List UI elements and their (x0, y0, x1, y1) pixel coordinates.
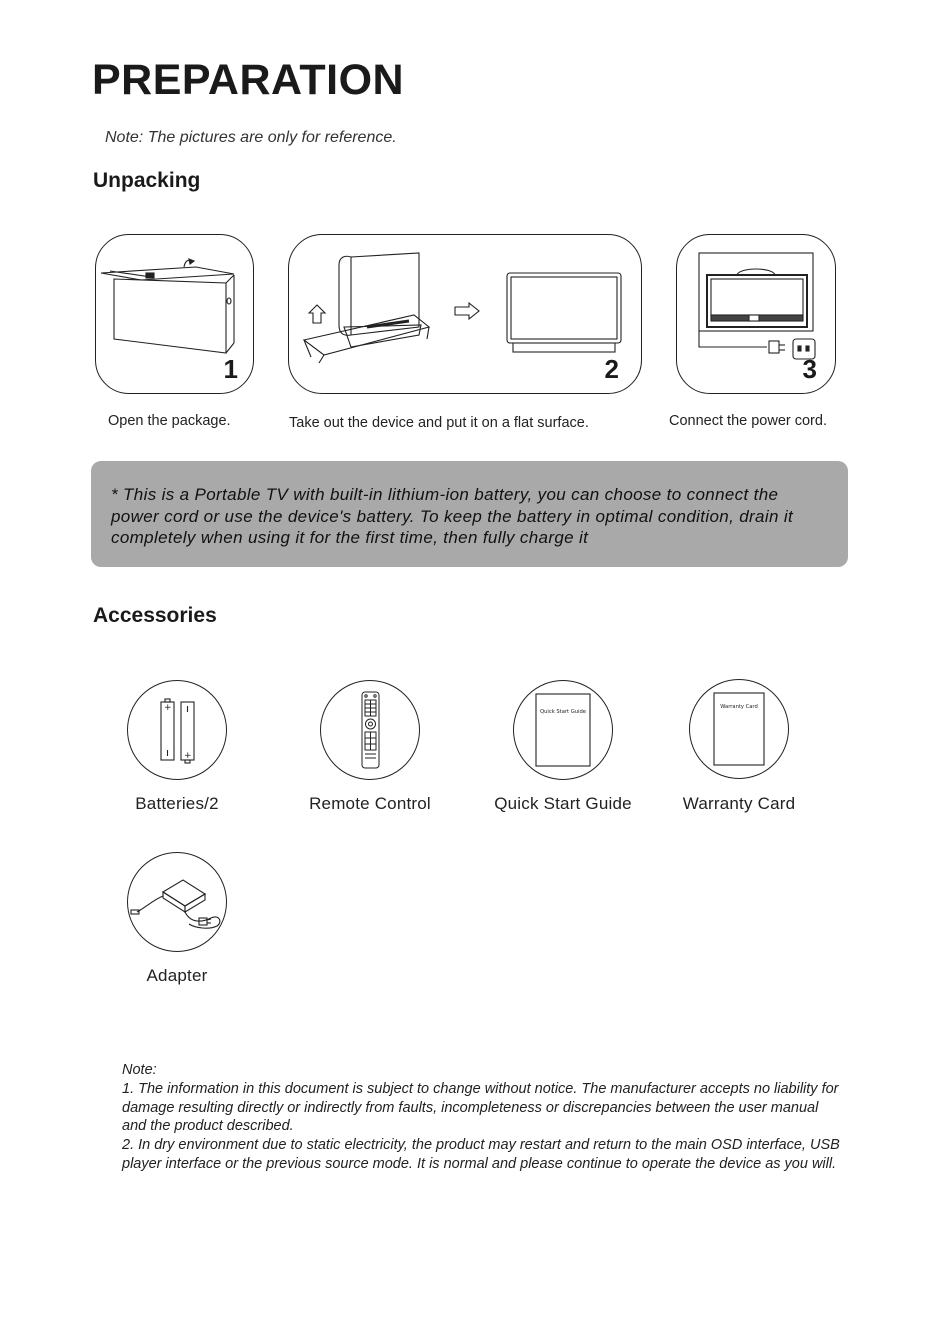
quick-start-guide-item (513, 680, 613, 780)
step-3-illustration (676, 234, 836, 394)
batteries-label: Batteries/2 (135, 794, 219, 813)
step-1-illustration (95, 234, 254, 394)
step-1-caption: Open the package. (108, 413, 231, 429)
warranty-card-cover-text: Warranty Card (720, 704, 758, 710)
adapter-label: Adapter (146, 966, 208, 985)
step-2-caption: Take out the device and put it on a flat surface. (289, 415, 589, 431)
remote-control-item (320, 680, 420, 780)
step-2-number: 2 (604, 354, 619, 384)
warranty-card-item (689, 679, 789, 779)
page-title: PREPARATION (92, 56, 405, 104)
warranty-card-label: Warranty Card (682, 794, 796, 813)
step-2-illustration (288, 234, 642, 394)
quick-start-guide-cover-text: Quick Start Guide (540, 709, 586, 715)
accessories-heading: Accessories (93, 604, 217, 627)
note-item-2: 2. In dry environment due to static electricity, the product may restart and return to the main OSD interface, USB player interface or the previous source mode. It is normal and please continue to operate the device as you will. (122, 1137, 840, 1172)
unpacking-heading: Unpacking (93, 169, 201, 192)
remote-control-label: Remote Control (309, 794, 431, 813)
warranty-card-icon (689, 679, 789, 779)
notes-section (122, 1061, 842, 1174)
batteries-item (127, 680, 227, 780)
batteries-icon (127, 680, 227, 780)
svg-text:+: + (184, 751, 192, 761)
quick-start-guide-icon (513, 680, 613, 780)
adapter-item (127, 852, 227, 952)
step-3-caption: Connect the power cord. (669, 413, 827, 429)
take-out-device-icon (289, 235, 643, 395)
remote-control-icon (320, 680, 420, 780)
step-3-number: 3 (802, 354, 817, 384)
quick-start-guide-label: Quick Start Guide (494, 794, 632, 813)
adapter-icon (127, 852, 227, 952)
svg-text:+: + (164, 703, 172, 713)
note-item-1: 1. The information in this document is subject to change without notice. The manufacturer accepts no liability for damage resulting directly or indirectly from faults, incompleteness or discrepancies between the user manual and the product described. (122, 1080, 839, 1135)
reference-note: Note: The pictures are only for reference. (105, 129, 397, 146)
notes-title: Note: (122, 1062, 157, 1078)
battery-note: * This is a Portable TV with built-in lithium-ion battery, you can choose to connect the power cord or use the device's battery. To keep the battery in optimal condition, drain it completely when using it for the first time, then fully charge it (91, 461, 848, 567)
step-1-number: 1 (223, 354, 238, 384)
